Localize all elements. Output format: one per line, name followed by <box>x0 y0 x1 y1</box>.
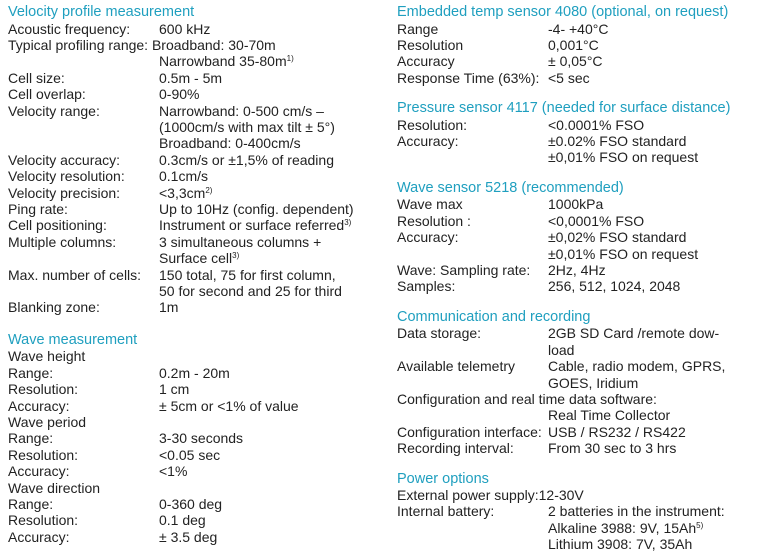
spec-value-text: 0.1 deg <box>159 512 206 529</box>
spec-value-text: GOES, Iridium <box>548 374 639 391</box>
power-section <box>397 471 759 553</box>
spec-value-line <box>159 250 380 266</box>
right-column <box>397 0 759 553</box>
spec-value-line <box>159 512 380 528</box>
spec-label: Accuracy: <box>397 133 459 150</box>
spec-value-text: ±0,01% FSO on request <box>548 149 699 166</box>
spec-value-line <box>159 86 380 102</box>
spec-value-text: ± 3.5 deg <box>159 528 218 545</box>
spec-value-line <box>548 21 759 37</box>
velocity-rows <box>8 21 380 316</box>
spec-label: Velocity resolution: <box>8 168 125 185</box>
spec-value-text: Surface cell <box>159 250 233 267</box>
spec-label: Cell size: <box>8 69 65 86</box>
wave-rows <box>8 348 380 545</box>
spec-row <box>397 278 759 294</box>
spec-value-line <box>159 217 380 233</box>
spec-value <box>159 70 380 86</box>
spec-value-line <box>548 246 759 262</box>
wave-section <box>8 332 380 545</box>
spacer <box>8 316 380 332</box>
footnote-marker: 2) <box>205 185 213 195</box>
spec-label: Ping rate: <box>8 200 68 217</box>
spec-row <box>397 37 759 53</box>
spec-value <box>159 381 380 397</box>
spec-value <box>159 299 380 315</box>
spec-row <box>8 152 380 168</box>
spec-label: Range: <box>8 430 54 447</box>
spec-value-line <box>159 463 380 479</box>
spec-label: Accuracy <box>397 53 455 70</box>
spec-row <box>397 262 759 278</box>
spec-label: Multiple columns: <box>8 233 117 250</box>
spacer <box>397 295 759 309</box>
temp-section-title: Embedded temp sensor 4080 (optional, on request) <box>397 4 729 20</box>
spec-value <box>159 21 380 37</box>
spec-label: Max. number of cells: <box>8 266 142 283</box>
spec-label: Response Time (63%): <box>397 69 540 86</box>
velocity-section-title: Velocity profile measurement <box>8 4 195 20</box>
spec-value <box>159 529 380 545</box>
spec-value-line <box>159 365 380 381</box>
spec-value <box>548 133 759 166</box>
spec-value-line <box>548 70 759 86</box>
comm-section <box>397 309 759 457</box>
spec-row <box>8 103 380 152</box>
spec-value-text: 1 cm <box>159 381 190 398</box>
spec-row <box>397 213 759 229</box>
spec-value-text: 2GB SD Card /remote dow- <box>548 325 720 342</box>
spec-value-line <box>159 234 380 250</box>
spec-label: Resolution <box>397 36 464 53</box>
spec-value <box>159 430 380 446</box>
spec-value-line <box>548 503 759 519</box>
spec-value-text: <5 sec <box>548 69 590 86</box>
spec-value-text: <0,0001% FSO <box>548 212 645 229</box>
spec-label: Resolution : <box>397 212 471 229</box>
spec-value <box>548 440 759 456</box>
spacer <box>397 166 759 180</box>
power-section-title: Power options <box>397 470 489 487</box>
spec-value-text: 2Hz, 4Hz <box>548 261 606 278</box>
spec-value <box>159 86 380 102</box>
spec-heading: External power supply:12-30V <box>397 487 584 504</box>
spec-value-text: ±0,01% FSO on request <box>548 245 699 262</box>
spec-value <box>159 512 380 528</box>
spec-row <box>8 299 380 315</box>
spec-row <box>397 358 759 391</box>
spec-value-text: 0.5m - 5m <box>159 69 223 86</box>
spec-value-line <box>548 536 759 552</box>
spec-value <box>159 267 380 300</box>
spec-value <box>548 278 759 294</box>
spec-value-text: Narrowband: 0-500 cm/s – <box>159 102 324 119</box>
spec-row <box>397 53 759 69</box>
spec-label <box>8 53 159 69</box>
spec-label: Range <box>397 20 439 37</box>
spec-value-text: ± 0,05°C <box>548 53 603 70</box>
spec-value <box>159 185 380 201</box>
spec-label: Data storage: <box>397 325 482 342</box>
spec-row <box>8 398 380 414</box>
spec-value-text: <1% <box>159 463 188 480</box>
spec-value-text: 0.1cm/s <box>159 168 209 185</box>
spec-value-line <box>548 440 759 456</box>
spec-value <box>159 53 380 69</box>
spec-value-text: <0.05 sec <box>159 446 221 463</box>
spec-value-text: Lithium 3908: 7V, 35Ah <box>548 536 693 553</box>
spec-row <box>8 267 380 300</box>
spec-value-line <box>548 262 759 278</box>
spec-value-text: 150 total, 75 for first column, <box>159 266 336 283</box>
spec-value <box>159 447 380 463</box>
power-rows <box>397 487 759 553</box>
spec-row <box>397 424 759 440</box>
spec-row <box>8 234 380 267</box>
spec-value-line <box>548 520 759 536</box>
spec-value-line <box>548 37 759 53</box>
spec-row <box>397 117 759 133</box>
spec-value <box>548 424 759 440</box>
temp-rows <box>397 21 759 87</box>
spec-row <box>8 70 380 86</box>
spec-value-text: Narrowband 35-80m <box>159 53 287 70</box>
spec-value-text: 256, 512, 1024, 2048 <box>548 278 681 295</box>
spec-value-line <box>159 201 380 217</box>
pressure-section <box>397 100 759 166</box>
spec-value-text: <0.0001% FSO <box>548 116 645 133</box>
spec-row <box>8 430 380 446</box>
spec-row <box>8 86 380 102</box>
pressure-section-title: Pressure sensor 4117 (needed for surface distance) <box>397 100 731 117</box>
wavesensor-section-title: Wave sensor 5218 (recommended) <box>397 179 624 196</box>
spec-row <box>8 53 380 69</box>
spec-value-text: Alkaline 3988: 9V, 15Ah <box>548 519 697 536</box>
wave-section-title: Wave measurement <box>8 331 138 348</box>
spec-label: Resolution: <box>397 116 468 133</box>
spec-value-line <box>548 149 759 165</box>
spec-value <box>548 21 759 37</box>
spec-value-line <box>159 119 380 135</box>
spec-value-text: From 30 sec to 3 hrs <box>548 440 677 457</box>
spec-heading: Wave period <box>8 413 87 430</box>
spec-value-text: 0-90% <box>159 86 200 103</box>
spec-value-text: -4- +40°C <box>548 20 609 37</box>
spec-value <box>159 201 380 217</box>
spec-label: Samples: <box>397 278 456 295</box>
spec-value <box>548 196 759 212</box>
spec-label <box>397 407 548 423</box>
spec-label: Resolution: <box>8 446 79 463</box>
temp-section <box>397 0 759 86</box>
comm-rows <box>397 325 759 456</box>
spec-value-line <box>159 70 380 86</box>
spec-label: Wave max <box>397 196 463 213</box>
spec-value-line <box>159 398 380 414</box>
spec-value-line <box>159 21 380 37</box>
spec-value-line <box>548 342 759 358</box>
spec-value <box>548 503 759 552</box>
spec-value-line <box>548 117 759 133</box>
spec-heading: Typical profiling range: Broadband: 30-70m <box>8 36 276 53</box>
spec-value-line <box>159 381 380 397</box>
spec-row <box>8 217 380 233</box>
spec-value-text: 0.3cm/s or ±1,5% of reading <box>159 151 334 168</box>
spec-label: Resolution: <box>8 512 79 529</box>
spec-value-line <box>159 430 380 446</box>
spec-value <box>159 152 380 168</box>
spec-value-line <box>548 375 759 391</box>
spec-label: Range: <box>8 364 54 381</box>
spec-row <box>397 325 759 358</box>
comm-section-title: Communication and recording <box>397 308 591 325</box>
spec-value-text: USB / RS232 / RS422 <box>548 423 686 440</box>
spec-label: Accuracy: <box>8 397 70 414</box>
spec-value-line <box>548 196 759 212</box>
spec-value <box>548 117 759 133</box>
spec-value <box>548 213 759 229</box>
spec-value-text: 0.2m - 20m <box>159 364 230 381</box>
spec-value-line <box>548 407 759 423</box>
spec-row <box>397 133 759 166</box>
spec-value <box>159 398 380 414</box>
spec-row <box>8 496 380 512</box>
spec-value-text: 3-30 seconds <box>159 430 244 447</box>
spec-value-text: ±0,02% FSO standard <box>548 229 687 246</box>
spec-label: Configuration interface: <box>397 423 542 440</box>
spacer <box>397 457 759 471</box>
spec-value-line <box>548 325 759 341</box>
spec-value-text: 2 batteries in the instrument: <box>548 503 725 520</box>
spec-label: Resolution: <box>8 381 79 398</box>
spec-row <box>397 70 759 86</box>
spec-label: Blanking zone: <box>8 299 100 316</box>
spec-value-line <box>159 267 380 283</box>
spec-value-text: (1000cm/s with max tilt ± 5°) <box>159 118 335 135</box>
spec-label: Wave: Sampling rate: <box>397 261 531 278</box>
spec-value-text: 50 for second and 25 for third <box>159 283 342 299</box>
footnote-marker: 5) <box>696 520 704 530</box>
spec-value-line <box>548 358 759 374</box>
spec-value <box>548 70 759 86</box>
spec-value-line <box>548 229 759 245</box>
spec-row <box>8 447 380 463</box>
spec-label: Velocity precision: <box>8 184 121 201</box>
spec-label: Recording interval: <box>397 440 514 457</box>
spec-value <box>548 325 759 358</box>
spec-value-text: 1m <box>159 299 179 316</box>
footnote-marker: 3) <box>344 218 352 228</box>
spec-value <box>548 407 759 423</box>
spec-value-line <box>159 168 380 184</box>
spec-value-line <box>548 53 759 69</box>
spec-label: Accuracy: <box>8 528 70 545</box>
spec-row <box>8 529 380 545</box>
spec-value-line <box>159 103 380 119</box>
spec-label: Acoustic frequency: <box>8 20 131 37</box>
left-column <box>8 0 380 545</box>
spec-row <box>397 229 759 262</box>
spec-value <box>159 217 380 233</box>
spec-row <box>397 21 759 37</box>
spec-row <box>8 365 380 381</box>
spec-label: Cell overlap: <box>8 86 86 103</box>
spec-value-line <box>548 213 759 229</box>
spec-value-text: 3 simultaneous columns + <box>159 233 322 250</box>
spec-value-line <box>548 278 759 294</box>
spec-value-line <box>159 529 380 545</box>
spec-value-text: Up to 10Hz (config. dependent) <box>159 200 354 217</box>
spec-value-text: <3,3cm <box>159 184 206 201</box>
spec-value-text: Cable, radio modem, GPRS, <box>548 358 726 375</box>
footnote-marker: 3) <box>232 251 240 261</box>
spec-label: Accuracy: <box>8 463 70 480</box>
footnote-marker: 1) <box>286 54 294 64</box>
spec-row <box>397 196 759 212</box>
spec-value-line <box>159 135 380 151</box>
spec-value-text: ±0.02% FSO standard <box>548 133 687 150</box>
spec-value-line <box>548 133 759 149</box>
spec-row <box>397 407 759 423</box>
spec-row <box>8 381 380 397</box>
wavesensor-section <box>397 180 759 295</box>
spec-value-text: Instrument or surface referred <box>159 217 345 234</box>
spec-label: Accuracy: <box>397 229 459 246</box>
spec-value-line <box>159 299 380 315</box>
spec-value-line <box>159 496 380 512</box>
spec-value <box>548 53 759 69</box>
spec-value <box>159 463 380 479</box>
spec-heading: Wave direction <box>8 479 101 496</box>
spec-value <box>548 37 759 53</box>
wavesensor-rows <box>397 196 759 294</box>
spec-label: Velocity range: <box>8 102 100 119</box>
spec-value <box>159 103 380 152</box>
spec-value-line <box>159 185 380 201</box>
spec-value-text: Broadband: 0-400cm/s <box>159 135 301 152</box>
spec-row <box>8 201 380 217</box>
spec-value-line <box>159 152 380 168</box>
spec-label: Available telemetry <box>397 358 516 375</box>
spec-row <box>8 463 380 479</box>
spec-label: Internal battery: <box>397 503 495 520</box>
spec-row <box>8 21 380 37</box>
spec-value-text: 600 kHz <box>159 20 211 37</box>
spec-value-text: 0-360 deg <box>159 495 223 512</box>
spec-value <box>548 262 759 278</box>
spec-value <box>159 496 380 512</box>
spec-value <box>548 358 759 391</box>
spec-value-line <box>548 424 759 440</box>
spec-value <box>548 229 759 262</box>
spec-value-text: Real Time Collector <box>548 407 671 424</box>
spacer <box>397 86 759 100</box>
spec-value <box>159 168 380 184</box>
pressure-rows <box>397 117 759 166</box>
spec-value-line <box>159 447 380 463</box>
spec-row <box>397 440 759 456</box>
spec-label: Cell positioning: <box>8 217 107 234</box>
spec-value <box>159 365 380 381</box>
spec-row <box>8 185 380 201</box>
spec-value-text: ± 5cm or <1% of value <box>159 397 299 414</box>
spec-label: Range: <box>8 495 54 512</box>
spec-label: Velocity accuracy: <box>8 151 121 168</box>
spec-value-line <box>159 283 380 299</box>
spec-value-text: 1000kPa <box>548 196 604 213</box>
spec-heading: Wave height <box>8 348 86 365</box>
spec-value-text: 0,001°C <box>548 36 599 53</box>
spec-value <box>159 234 380 267</box>
spec-value-text: load <box>548 341 575 358</box>
spec-row <box>397 503 759 552</box>
spec-heading: Configuration and real time data software: <box>397 390 657 407</box>
velocity-section <box>8 0 380 316</box>
spec-row <box>8 168 380 184</box>
spec-value-line <box>159 53 380 69</box>
spec-row <box>8 512 380 528</box>
